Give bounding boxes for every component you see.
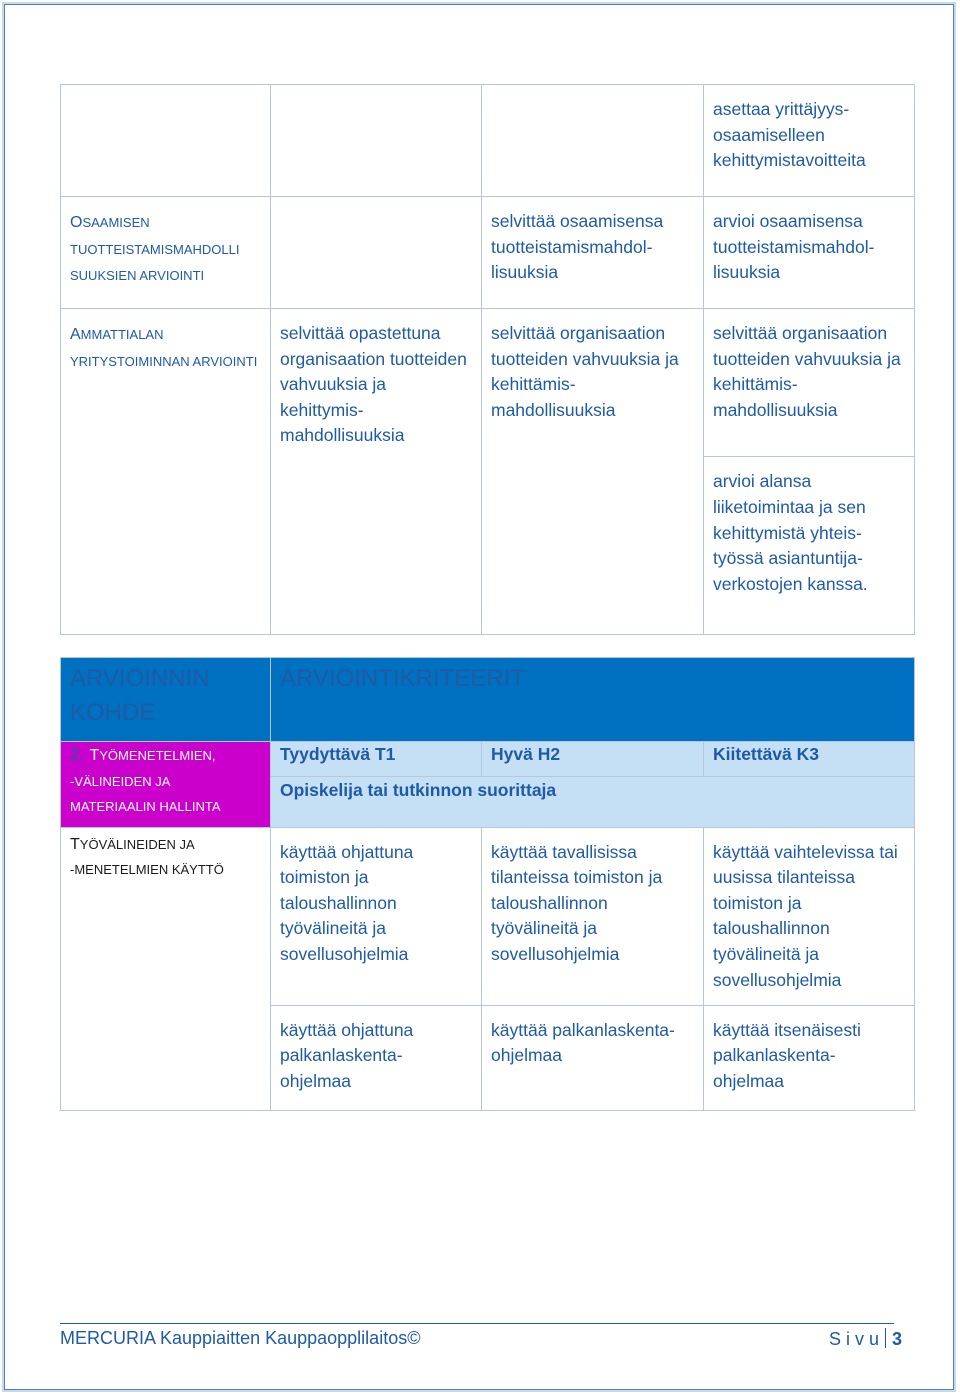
header-assessment-criteria bbox=[271, 658, 915, 742]
header-text: ARVIOINNIN KOHDE bbox=[70, 665, 210, 726]
criteria-cell-t1: selvittää opastettuna organisaation tuotteiden vahvuuksia ja kehittymis-mahdollisuuksia bbox=[271, 309, 482, 457]
empty-cell bbox=[482, 457, 704, 635]
criteria-cell-t1: käyttää ohjattuna palkanlaskenta-ohjelmaa bbox=[271, 1005, 482, 1110]
empty-cell bbox=[482, 85, 704, 197]
label-text: MATERIAALIN HALLINTA bbox=[70, 798, 221, 814]
criteria-cell-h2: käyttää tavallisissa tilanteissa toimiston ja taloushallinnon työvälineitä ja sovellusohjelmia bbox=[482, 827, 704, 1005]
level-t1: Tyydyttävä T1 bbox=[271, 742, 482, 777]
label-initial: O bbox=[70, 214, 83, 231]
criteria-cell-k3: arvioi osaamisensa tuotteistamismahdol-lisuuksia bbox=[704, 197, 915, 309]
empty-cell bbox=[271, 197, 482, 309]
label-initial: T bbox=[70, 835, 80, 853]
assessment-target-title bbox=[61, 742, 271, 828]
empty-cell bbox=[61, 457, 271, 635]
empty-cell bbox=[61, 85, 271, 197]
bottom-criteria-table bbox=[60, 657, 915, 1111]
table-row bbox=[61, 309, 915, 457]
criteria-cell-h2: selvittää osaamisensa tuotteistamismahdol-lisuuksia bbox=[482, 197, 704, 309]
label-text: -VÄLINEIDEN JA bbox=[70, 773, 171, 789]
criteria-cell-t1: käyttää ohjattuna toimiston ja taloushallinnon työvälineitä ja sovellusohjelmia bbox=[271, 827, 482, 1005]
empty-cell bbox=[271, 85, 482, 197]
header-assessment-target bbox=[61, 658, 271, 742]
performer-label: Opiskelija tai tutkinnon suorittaja bbox=[271, 777, 915, 828]
criteria-cell-k3: käyttää itsenäisesti palkanlaskenta-ohjelmaa bbox=[704, 1005, 915, 1110]
table-row bbox=[61, 457, 915, 635]
level-h2: Hyvä H2 bbox=[482, 742, 704, 777]
criteria-cell-k3: arvioi alansa liiketoimintaa ja sen kehittymistä yhteis-työssä asiantuntija-verkostojen kanssa. bbox=[704, 457, 915, 635]
table-row bbox=[61, 197, 915, 309]
top-criteria-table bbox=[60, 84, 915, 635]
empty-cell bbox=[271, 457, 482, 635]
criteria-cell-k3: selvittää organisaation tuotteiden vahvuuksia ja kehittämis-mahdollisuuksia bbox=[704, 309, 915, 457]
label-text: MMATTIALAN YRITYSTOIMINNAN ARVIOINTI bbox=[70, 327, 258, 369]
criteria-cell-k3: asettaa yrittäjyys-osaamiselleen kehittymistavoitteita bbox=[704, 85, 915, 197]
label-initial: A bbox=[70, 326, 81, 343]
footer-divider bbox=[60, 1323, 894, 1324]
header-text: ARVIOINTIKRITEERIT bbox=[280, 665, 525, 692]
label-initial: T bbox=[89, 747, 100, 764]
table-header-row bbox=[61, 658, 915, 742]
page-number bbox=[829, 1328, 902, 1350]
table-row bbox=[61, 827, 915, 1005]
label-text: YÖMENETELMIEN, bbox=[99, 748, 216, 763]
footer-publisher: MERCURIA Kauppiaitten Kauppaopplilaitos© bbox=[60, 1328, 421, 1348]
label-text: SAAMISEN TUOTTEISTAMISMAHDOLLI SUUKSIEN ARVIOINTI bbox=[70, 215, 240, 284]
criteria-cell-k3: käyttää vaihtelevissa tai uusissa tilanteissa toimiston ja taloushallinnon työvälineitä ja sovellusohjelmia bbox=[704, 827, 915, 1005]
target-number: 2. bbox=[70, 744, 90, 764]
criteria-cell-h2: käyttää palkanlaskenta-ohjelmaa bbox=[482, 1005, 704, 1110]
page-word: S i v u bbox=[828, 1329, 879, 1349]
assessment-target-label bbox=[61, 309, 271, 457]
label-text: -MENETELMIEN KÄYTTÖ bbox=[70, 862, 224, 878]
label-text: YÖVÄLINEIDEN JA bbox=[79, 836, 195, 852]
assessment-target-label bbox=[61, 197, 271, 309]
level-row bbox=[61, 742, 915, 777]
table-row bbox=[61, 85, 915, 197]
level-k3: Kiitettävä K3 bbox=[704, 742, 915, 777]
sub-target-label bbox=[61, 827, 271, 1110]
page-num: 3 bbox=[891, 1329, 902, 1349]
page-separator bbox=[885, 1328, 886, 1348]
criteria-cell-h2: selvittää organisaation tuotteiden vahvuuksia ja kehittämis-mahdollisuuksia bbox=[482, 309, 704, 457]
